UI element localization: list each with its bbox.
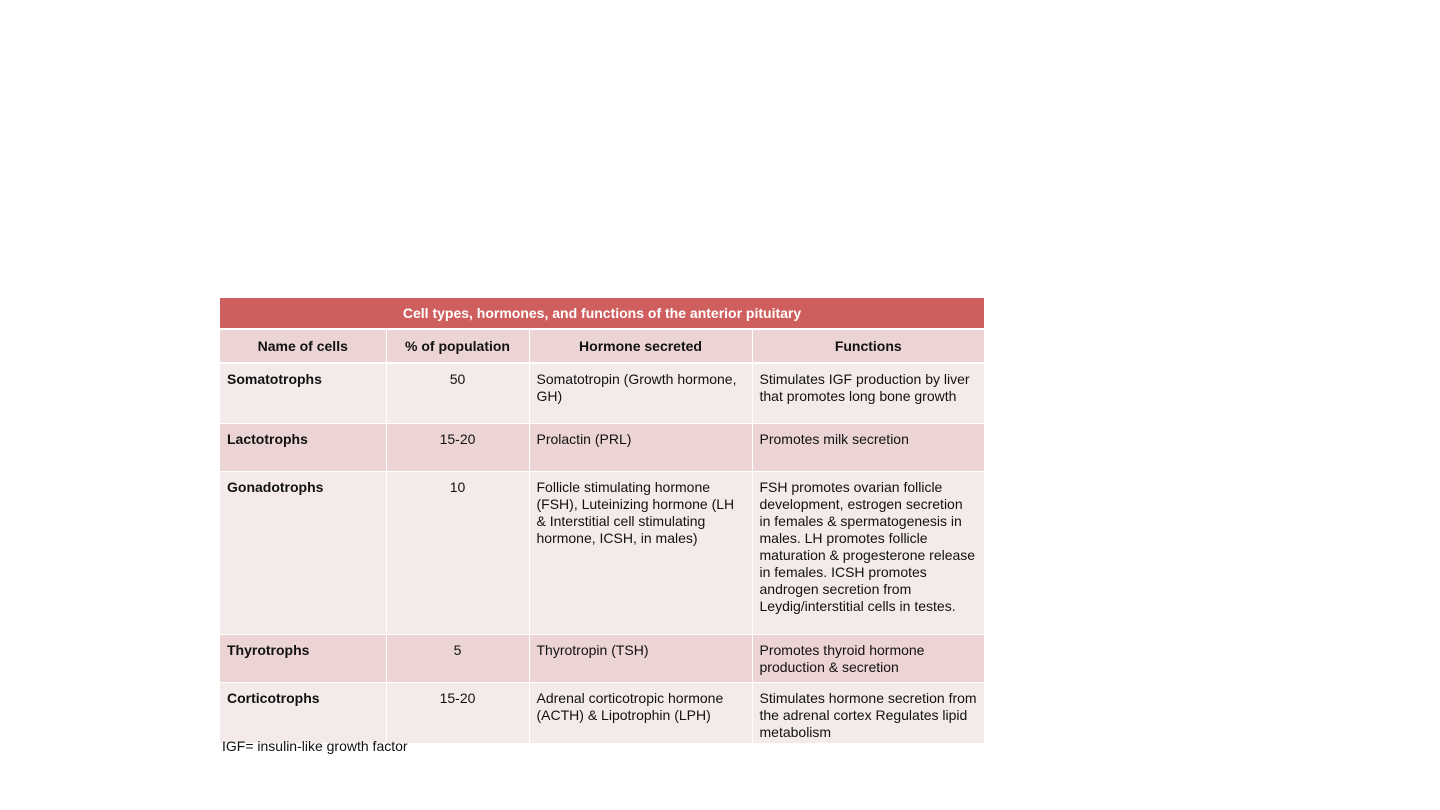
cell-name: Gonadotrophs [220,472,386,635]
table-header-row [220,329,984,363]
cell-name: Somatotrophs [220,363,386,424]
table-row [220,635,984,683]
cell-name: Thyrotrophs [220,635,386,683]
cell-hormone: Adrenal corticotropic hormone (ACTH) & Lipotrophin (LPH) [529,683,752,744]
cell-population: 15-20 [386,683,529,744]
cell-function: Stimulates IGF production by liver that promotes long bone growth [752,363,984,424]
cell-name: Lactotrophs [220,424,386,472]
pituitary-table-container [220,298,984,743]
cell-hormone: Thyrotropin (TSH) [529,635,752,683]
cell-hormone: Prolactin (PRL) [529,424,752,472]
cell-population: 50 [386,363,529,424]
table-title: Cell types, hormones, and functions of the anterior pituitary [220,298,984,329]
table-row [220,683,984,744]
cell-function: Promotes thyroid hormone production & secretion [752,635,984,683]
column-header-name: Name of cells [220,329,386,363]
cell-hormone: Follicle stimulating hormone (FSH), Luteinizing hormone (LH & Interstitial cell stimulating hormone, ICSH, in males) [529,472,752,635]
footnote: IGF= insulin-like growth factor [222,738,408,754]
cell-population: 10 [386,472,529,635]
cell-population: 15-20 [386,424,529,472]
column-header-functions: Functions [752,329,984,363]
column-header-population: % of population [386,329,529,363]
cell-hormone: Somatotropin (Growth hormone, GH) [529,363,752,424]
table-row [220,424,984,472]
table-row [220,472,984,635]
column-header-hormone: Hormone secreted [529,329,752,363]
cell-name: Corticotrophs [220,683,386,744]
cell-population: 5 [386,635,529,683]
cell-function: FSH promotes ovarian follicle development, estrogen secretion in females & spermatogenesis in males. LH promotes follicle maturation & progesterone release in females. ICSH promotes androgen secretion from Leydig/interstitial cells in testes. [752,472,984,635]
cell-function: Promotes milk secretion [752,424,984,472]
table-title-row [220,298,984,329]
table-row [220,363,984,424]
cell-function: Stimulates hormone secretion from the adrenal cortex Regulates lipid metabolism [752,683,984,744]
pituitary-table [220,298,984,743]
